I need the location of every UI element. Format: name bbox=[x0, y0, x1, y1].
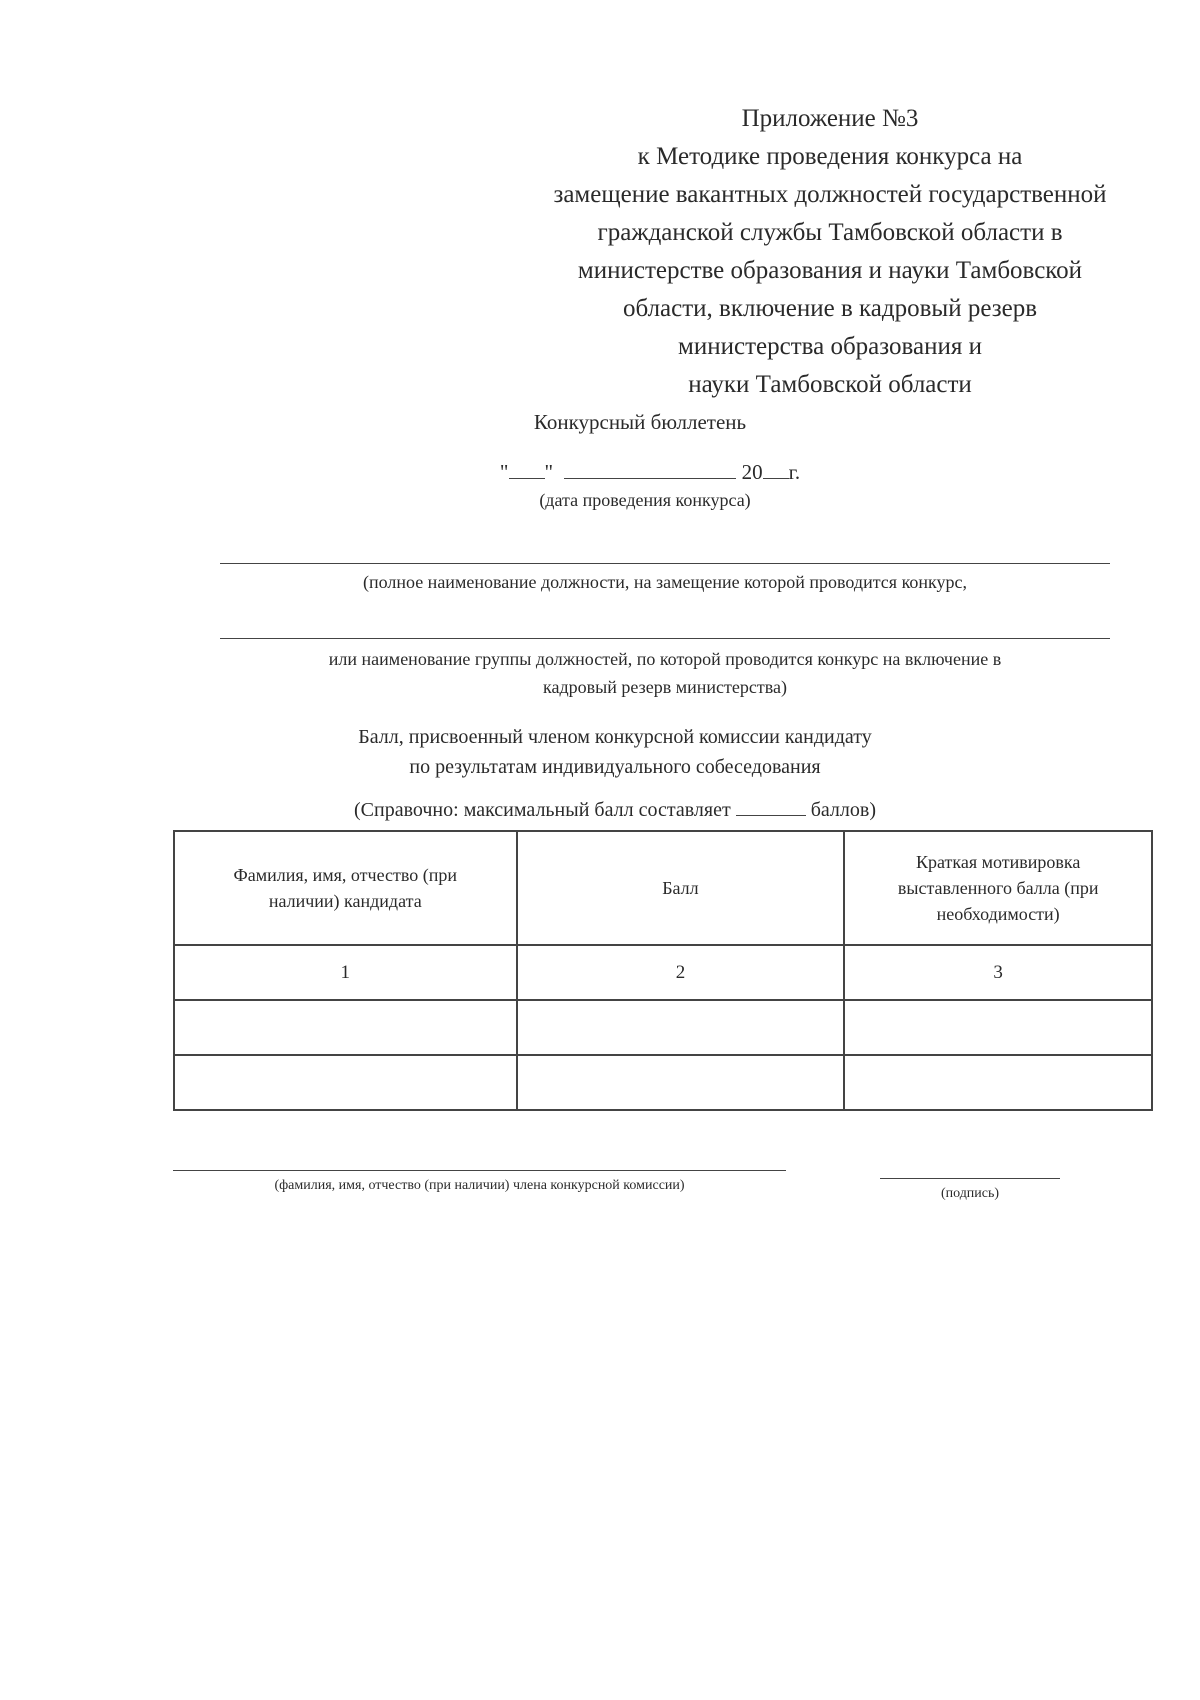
header-line: выставленного балла (при bbox=[897, 878, 1099, 898]
header-score bbox=[517, 831, 845, 945]
appendix-line: гражданской службы Тамбовской области в bbox=[597, 219, 1063, 246]
appendix-header bbox=[500, 100, 1160, 404]
header-motivation bbox=[844, 831, 1152, 945]
appendix-line: замещение вакантных должностей государственной bbox=[553, 181, 1107, 208]
year-prefix: 20 bbox=[741, 460, 763, 484]
signature-line[interactable] bbox=[880, 1178, 1060, 1179]
candidate-name-cell[interactable] bbox=[174, 1055, 517, 1110]
score-description bbox=[0, 722, 1200, 782]
score-cell[interactable] bbox=[517, 1055, 845, 1110]
year-suffix: г. bbox=[788, 460, 801, 484]
appendix-line: министерстве образования и науки Тамбовской bbox=[577, 257, 1083, 284]
position-caption-2-line: или наименование группы должностей, по которой проводится конкурс на включение в bbox=[328, 649, 1002, 669]
appendix-line: министерства образования и bbox=[678, 333, 982, 360]
header-candidate-name bbox=[174, 831, 517, 945]
header-line: Краткая мотивировка bbox=[915, 852, 1081, 872]
score-table bbox=[173, 830, 1153, 1111]
date-line bbox=[0, 460, 1200, 485]
score-line: Балл, присвоенный членом конкурсной комиссии кандидату bbox=[358, 726, 872, 748]
member-name-line[interactable] bbox=[173, 1170, 786, 1171]
position-name-line-1[interactable] bbox=[220, 563, 1110, 564]
motivation-cell[interactable] bbox=[844, 1000, 1152, 1055]
position-caption-2-line: кадровый резерв министерства) bbox=[543, 677, 787, 697]
position-caption-1: (полное наименование должности, на замещение которой проводится конкурс, bbox=[362, 572, 968, 592]
reference-suffix: баллов) bbox=[810, 799, 876, 821]
score-line: по результатам индивидуального собеседования bbox=[409, 756, 821, 778]
column-number: 2 bbox=[517, 945, 845, 1000]
position-name-line-2[interactable] bbox=[220, 638, 1110, 639]
header-line: Балл bbox=[662, 878, 699, 898]
date-close-quote: " bbox=[544, 460, 554, 484]
date-open-quote: " bbox=[499, 460, 509, 484]
header-line: Фамилия, имя, отчество (при bbox=[233, 865, 458, 885]
column-number: 3 bbox=[844, 945, 1152, 1000]
bulletin-title: Конкурсный бюллетень bbox=[533, 410, 747, 434]
month-blank[interactable] bbox=[564, 460, 736, 479]
appendix-line: науки Тамбовской области bbox=[688, 371, 972, 398]
appendix-line: Приложение №3 bbox=[741, 105, 919, 132]
motivation-cell[interactable] bbox=[844, 1055, 1152, 1110]
member-name-caption: (фамилия, имя, отчество (при наличии) члена конкурсной комиссии) bbox=[274, 1178, 685, 1193]
reference-prefix: (Справочно: максимальный балл составляет bbox=[354, 799, 731, 821]
appendix-line: области, включение в кадровый резерв bbox=[622, 295, 1038, 322]
appendix-line: к Методике проведения конкурса на bbox=[637, 143, 1023, 170]
day-blank[interactable] bbox=[509, 460, 545, 479]
max-score-blank[interactable] bbox=[736, 797, 806, 816]
table-column-numbers-row bbox=[174, 945, 1152, 1000]
max-score-reference bbox=[0, 797, 1200, 822]
header-line: наличии) кандидата bbox=[268, 891, 422, 911]
year-blank[interactable] bbox=[763, 460, 789, 479]
date-caption: (дата проведения конкурса) bbox=[539, 490, 751, 510]
position-caption-2 bbox=[200, 645, 1130, 701]
signature-caption: (подпись) bbox=[940, 1186, 1000, 1201]
column-number: 1 bbox=[174, 945, 517, 1000]
header-line: необходимости) bbox=[936, 904, 1060, 924]
table-header-row bbox=[174, 831, 1152, 945]
table-row bbox=[174, 1055, 1152, 1110]
score-cell[interactable] bbox=[517, 1000, 845, 1055]
table-row bbox=[174, 1000, 1152, 1055]
candidate-name-cell[interactable] bbox=[174, 1000, 517, 1055]
